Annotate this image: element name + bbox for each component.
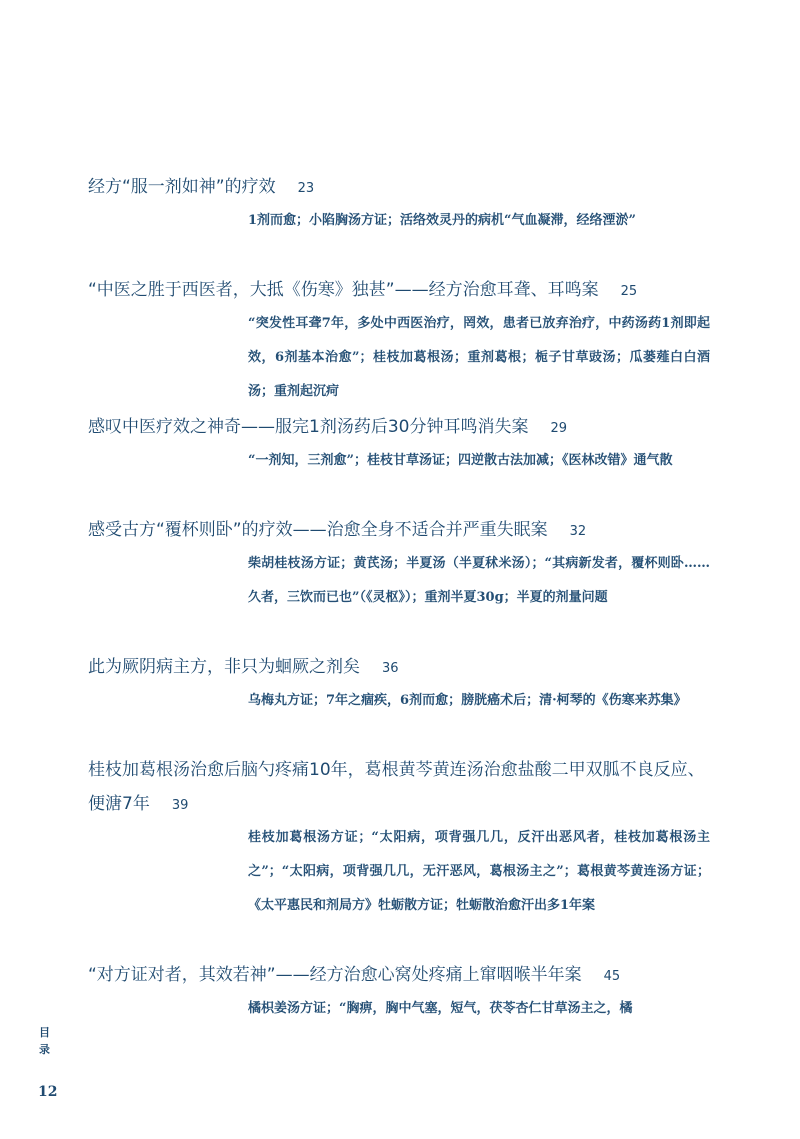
toc-entry-desc: 柴胡桂枝汤方证；黄芪汤；半夏汤（半夏秫米汤）；“其病新发者，覆杯则卧……久者，三饮而已也”（《灵枢》）；重剂半夏30g；半夏的剂量问题 [248,556,710,605]
toc-entry-title[interactable]: 桂枝加葛根汤治愈后脑勺疼痛10年，葛根黄芩黄连汤治愈盐酸二甲双胍不良反应、便溏7年 39 [88,753,718,823]
toc-entry-title[interactable]: 经方“服一剂如神”的疗效 23 [88,170,728,206]
toc-entry-desc: 橘枳姜汤方证；“胸痹，胸中气塞，短气，茯苓杏仁甘草汤主之，橘 [248,1001,633,1016]
toc-page-number: 23 [297,181,315,196]
side-label-contents: 目录 [39,1026,50,1056]
toc-page-number: 25 [620,284,638,299]
toc-page-number: 45 [603,969,621,984]
toc-entry-title[interactable]: 感叹中医疗效之神奇——服完1剂汤药后30分钟耳鸣消失案 29 [88,410,728,446]
toc-entry-title[interactable]: “对方证对者，其效若神”——经方治愈心窝处疼痛上窜咽喉半年案 45 [88,958,728,994]
toc-page-number: 32 [569,524,587,539]
toc-entry-title[interactable]: 感受古方“覆杯则卧”的疗效——治愈全身不适合并严重失眠案 32 [88,513,728,549]
page-number: 12 [38,1084,58,1100]
toc-page-number: 39 [171,798,189,813]
toc-page-number: 36 [382,661,399,676]
toc-entry-desc: “一剂知，三剂愈”；桂枝甘草汤证；四逆散古法加减；《医林改错》通气散 [248,453,673,468]
toc-entry-desc: 桂枝加葛根汤方证；“太阳病，项背强几几，反汗出恶风者，桂枝加葛根汤主之”；“太阳病，项背强几几，无汗恶风，葛根汤主之”；葛根黄芩黄连汤方证；《太平惠民和剂局方》牡蛎散方证；牡蛎散治愈汗出多1年案 [248,830,710,913]
toc-entry-title[interactable]: “中医之胜于西医者，大抵《伤寒》独甚”——经方治愈耳聋、耳鸣案 25 [88,273,728,309]
toc-page-number: 29 [550,421,567,436]
toc-entry-desc: 1剂而愈；小陷胸汤方证；活络效灵丹的病机“气血凝滞，经络湮淤” [248,213,637,228]
toc-entry-title[interactable]: 此为厥阴病主方，非只为蛔厥之剂矣 36 [88,650,728,686]
toc-entry-desc: 乌梅丸方证；7年之痼疾，6剂而愈；膀胱癌术后；清·柯琴的《伤寒来苏集》 [248,693,687,708]
toc-entry-desc: “突发性耳聋7年，多处中西医治疗，罔效，患者已放弃治疗，中药汤药1剂即起效，6剂基本治愈”；桂枝加葛根汤；重剂葛根；栀子甘草豉汤；瓜蒌薤白白酒汤；重剂起沉疴 [248,316,710,399]
